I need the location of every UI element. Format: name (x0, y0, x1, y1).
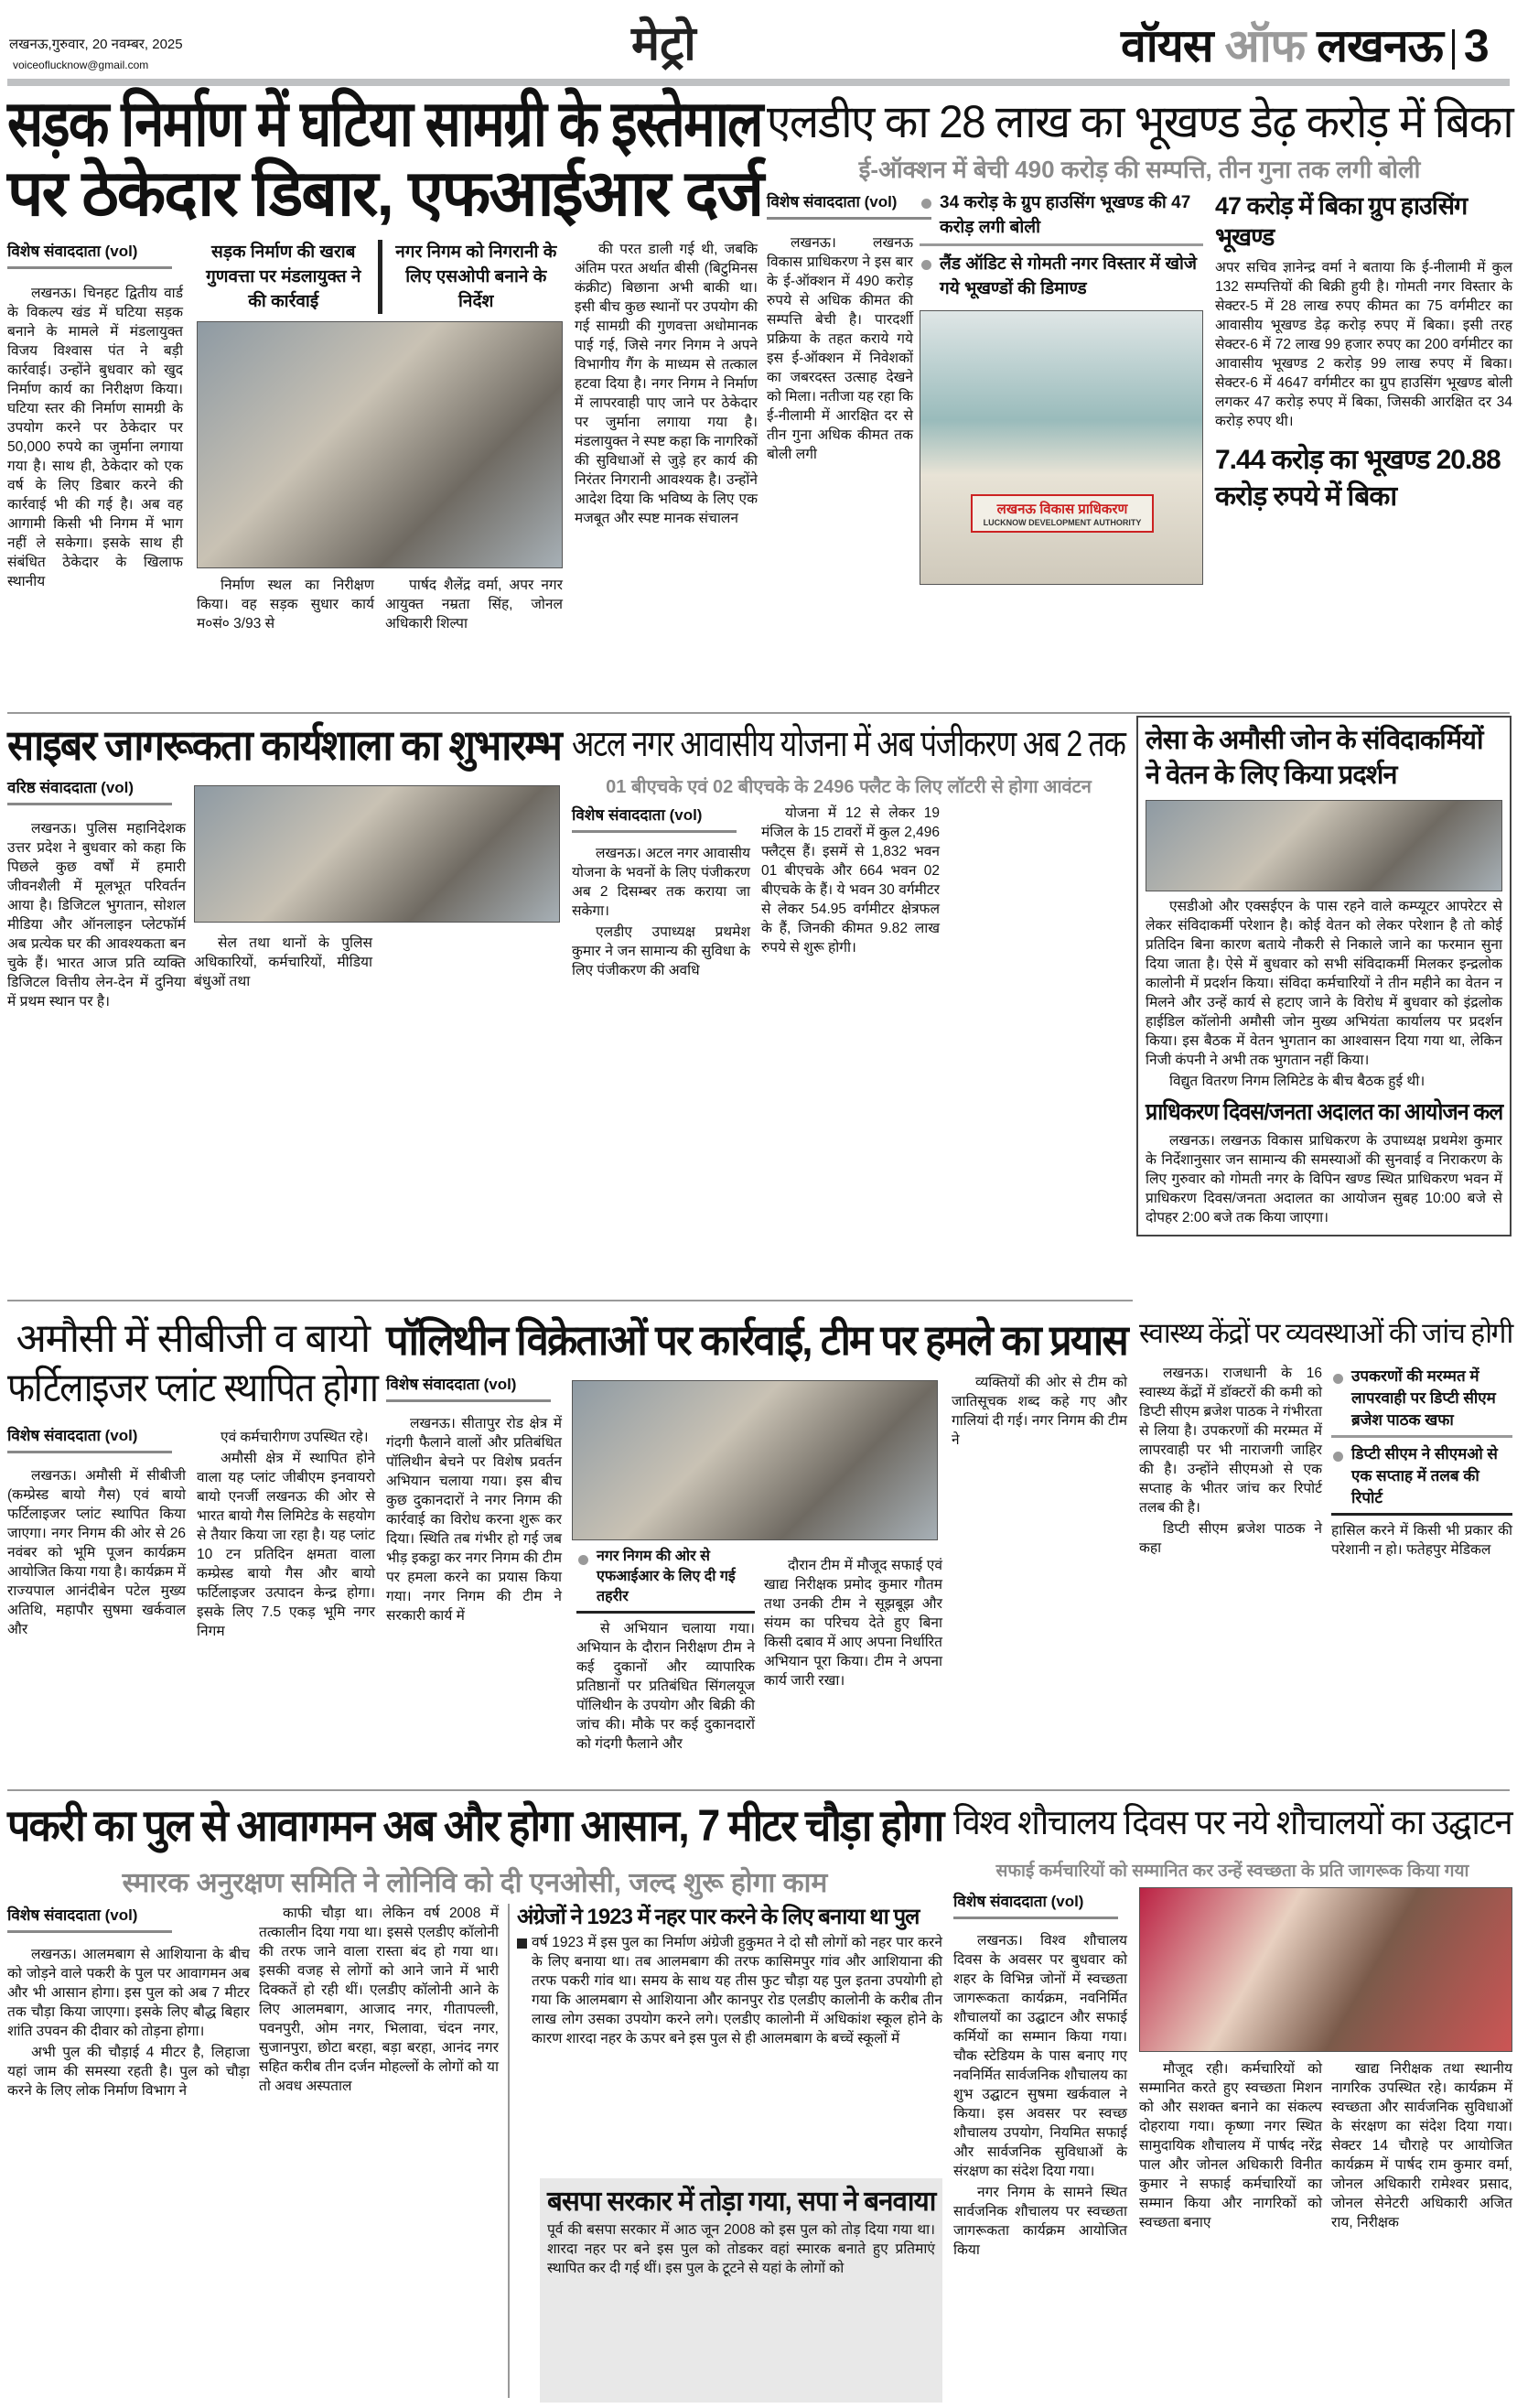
paragraph: योजना में 12 से लेकर 19 मंजिल के 15 टावरों में कुल 2,496 फ्लैट्स हैं। इसमें से 1,832 भवन 01 बीएचके और 664 भवन 02 बीएचके के हैं। ये भवन 30 वर्गमीटर से लेकर 54.95 वर्गमीटर क्षेत्रफल के हैं, जिनकी कीमत 9.82 लाख रुपये से शुरू होगी। (761, 805, 940, 956)
divider (508, 1904, 510, 2398)
paragraph: अभी पुल की चौड़ाई 4 मीटर है, लिहाजा यहां जाम की समस्या रहती है। पुल को चौड़ा करने के लिए लोक निर्माण विभाग ने (7, 2045, 250, 2099)
paragraph: लखनऊ। चिनहट द्वितीय वार्ड के विकल्प खंड में घटिया सड़क बनाने के मामले में मंडलायुक्त विजय विश्वास पंत ने बड़ी कार्रवाई। उन्होंने बुधवार को खुद निर्माण कार्य का निरीक्षण किया। घटिया स्तर की निर्माण सामग्री के उपयोग करने पर ठेकेदार पर 50,000 रुपये का जुर्माना लगाया गया है। साथ ही, ठेकेदार को एक वर्ष के लिए डिबार करने की कार्रवाई भी की गई है। अब वह आगामी किसी भी निगम में भाग नहीं ले सकेगा। इसके साथ ही संबंधित ठेकेदार के खिलाफ स्थानीय (7, 286, 183, 589)
article-body (7, 1945, 250, 2102)
byline: विशेष संवाददाता (vol) (572, 804, 737, 833)
cyber-headline: साइबर जागरूकता कार्यशाला का शुभारम्भ (7, 721, 561, 769)
page-number: 3 (1463, 20, 1489, 71)
paragraph: लखनऊ। लखनऊ विकास प्राधिकरण ने इस बार के ई-ऑक्शन में 490 करोड़ रुपये से अधिक कीमत की सम्पत्ति बेची है। पारदर्शी प्रक्रिया के तहत कराये गये इस ई-ऑक्शन में निवेशकों का जबरदस्त उत्साह देखने को मिला। नतीजा यह रहा कि ई-नीलामी में आरक्षित दर से तीन गुना अधिक कीमत तक बोली लगी (767, 235, 913, 462)
paragraph: एवं कर्मचारीगण उपस्थित रहे। (221, 1430, 369, 1445)
article-body (953, 1931, 1127, 2262)
article-body (952, 1373, 1127, 1452)
paragraph: से अभियान चलाया गया। अभियान के दौरान निरीक्षण टीम ने कई दुकानों और व्यापारिक प्रतिष्ठानों पर प्रतिबंधित सिंगलयूज पॉलिथीन के उपयोग और बिक्री की जांच की। मौके पर कई दुकानदारों को गंदगी फैलाने और (576, 1621, 755, 1752)
highlights (920, 190, 1203, 305)
paragraph: लखनऊ। पुलिस महानिदेशक उत्तर प्रदेश ने बुधवार को कहा कि पिछले कुछ वर्षों में हमारी जीवनशैली में मूलभूत परिवर्तन आया है। डिजिटल भुगतान, सोशल मीडिया और ऑनलाइन प्लेटफॉर्म अब प्रत्येक घर की आवश्यकता बन चुके हैं। भारत आज प्रति व्यक्ति डिजिटल वित्तीय लेन-देन में दुनिया में प्रथम स्थान पर है। (7, 821, 186, 1010)
masthead (1121, 13, 1489, 75)
road-center-column (197, 240, 563, 635)
article-body (761, 804, 940, 959)
paragraph: निर्माण स्थल का निरीक्षण किया। वह सड़क सुधार कार्य म०सं० 3/93 से (197, 578, 374, 632)
divider (378, 240, 382, 314)
article-body (764, 1556, 942, 1692)
inspection-photo (197, 321, 563, 568)
subheading: प्राधिकरण दिवस/जनता अदालत का आयोजन कल (1146, 1099, 1503, 1125)
headline-line: अमौसी में सीबीजी व बायो (16, 1316, 370, 1361)
paragraph: नगर निगम के सामने स्थित सार्वजनिक शौचालय पर स्वच्छता जागरूकता कार्यक्रम आयोजित किया (953, 2185, 1127, 2258)
highlight-item: लैंड ऑडिट से गोमती नगर विस्तार में खोजे गये भूखण्डों की डिमाण्ड (920, 252, 1203, 305)
history-box (517, 1902, 942, 2048)
paragraph: लखनऊ। राजधानी के 16 स्वास्थ्य केंद्रों में डॉक्टरों की कमी को डिप्टी सीएम ब्रजेश पाठक ने गंभीरता से लिया है। उपकरणों की मरम्मत में लापरवाही पर भी नाराजगी जाहिर की है। उन्होंने सीएमओ से एक सप्ताह के भीतर जांच कर रिपोर्ट तलब की है। (1139, 1366, 1322, 1516)
lda-subhead: ई-ऑक्शन में बेची 490 करोड़ की सम्पत्ति, तीन गुना तक लगी बोली (858, 156, 1421, 183)
paragraph: व्यक्तियों की ओर से टीम को जातिसूचक शब्द कहे गए और गालियां दी गई। नगर निगम की टीम ने (952, 1375, 1127, 1448)
article-body (1138, 1128, 1510, 1235)
protest-photo (1146, 800, 1502, 891)
paragraph: लखनऊ। सीतापुर रोड क्षेत्र में गंदगी फैलाने वालों और प्रतिबंधित पॉलिथीन बेचने पर विशेष प्रवर्तन अभियान चलाया गया। इस बीच कुछ दुकानदारों ने नगर निगम की कार्रवाई का विरोध करना शुरू कर दिया। स्थिति तब गंभीर हो गई जब भीड़ इकट्ठा कर नगर निगम की टीम पर हमला करने का प्रयास किया गया। नगर निगम की टीम ने सरकारी कार्य में (386, 1416, 562, 1624)
article-body (572, 844, 750, 982)
lesa-box (1136, 716, 1512, 1236)
article-body (197, 576, 374, 635)
article-body: अपर सचिव ज्ञानेन्द्र वर्मा ने बताया कि ई-नीलामी में कुल 132 सम्पत्तियों की बिक्री हुयी है। गोमती नगर विस्तार के सेक्टर-5 में 28 लाख रुपए कीमत का 75 वर्गमीटर का आवासीय भूखण्ड डेढ़ करोड़ रुपए में बिका। इसी तरह सेक्टर-6 में 72 लाख 99 हजार रुपए का 200 वर्गमीटर का आवासीय भूखण्ड 2 करोड़ 99 लाख रुपए में बिका। सेक्टर-6 में 4647 वर्गमीटर का ग्रुप हाउसिंग भूखण्ड बोली लगकर 47 करोड़ रुपए में बिका, जिसकी आरक्षित दर 34 करोड़ रुपए थी। (1215, 260, 1512, 429)
highlight-item: 34 करोड़ के ग्रुप हाउसिंग भूखण्ड की 47 करोड़ लगी बोली (920, 190, 1203, 246)
header-rule (7, 79, 1510, 86)
article-body (7, 819, 186, 1013)
paragraph: वर्ष 1923 में इस पुल का निर्माण अंग्रेजी हुकुमत ने दो सौ लोगों को नहर पार करने के लिए बनाया था। तब आलमबाग की तरफ कासिमपुर गांव और आशियाना की तरफ पकरी गांव था। समय के साथ यह तीस फुट चौड़ा यह पुल इतना उपयोगी हो गया कि आलमबाग से आशियाना और कानपुर रोड एलडीए कालोनी के करीब तीन लाख लोग उसका उपयोग करने लगे। एलडीए कालोनी में अधिकांश स्कूल होने के कारण शारदा नहर के ऊपर बने इस पुल से ही आलमबाग के बच्चें स्कूलों में (532, 1935, 942, 2046)
kicker-row (197, 240, 563, 314)
poly-bullet-column (576, 1547, 755, 1755)
pakri-subhead: स्मारक अनुरक्षण समिति ने लोनिवि को दी एनओसी, जल्द शुरू होगा काम (122, 1868, 828, 1898)
divider (7, 1789, 1510, 1791)
byline: विशेष संवाददाता (vol) (386, 1373, 551, 1402)
paragraph: एसडीओ और एक्सईएन के पास रहने वाले कम्प्यूटर आपरेटर से लेकर संविदाकर्मी परेशान है। कोई वेतन को लेकर परेशान है तो कोई प्रतिदिन बिना कारण बताये नौकरी से निकाले जाने का फरमान सुना दिया जाता है। ऐसे में बुधवार को सभी संविदाकर्मी मिलकर इन्द्रलोक कालोनी में प्रदर्शन किया। संविदा कर्मचारियों ने तीन महीने का वेतन न मिलने और उन्हें कार्य से हटाए जाने के विरोध में बुधवार को इंद्रलोक हाईडिल कॉलोनी अमौसी जोन मुख्य अभियंता कार्यालय पर प्रदर्शन किया। इस बैठक में वेतन भुगतान का आश्वासन दिया गया था, लेकिन निजी कंपनी ने अभी तक भुगतान नहीं किया। (1146, 899, 1502, 1068)
atal-subhead: 01 बीएचके एवं 02 बीएचके के 2496 फ्लैट के लिए लॉटरी से होगा आवंटन (606, 777, 1092, 797)
lda-building-photo (920, 310, 1203, 585)
article-body (575, 240, 758, 530)
road-headline (7, 90, 762, 228)
health-headline: स्वास्थ्य केंद्रों पर व्यवस्थाओं की जांच होगी (1139, 1317, 1512, 1349)
paragraph: डिप्टी सीएम ब्रजेश पाठक ने कहा (1139, 1521, 1322, 1556)
article-body (1138, 893, 1510, 1096)
headline-line: पर ठेकेदार डिबार, एफआईआर दर्ज (7, 157, 763, 229)
headline-line: फर्टिलाइजर प्लांट स्थापित होगा (7, 1366, 378, 1410)
paragraph: लखनऊ। आलमबाग से आशियाना के बीच को जोड़ने वाले पकरी के पुल पर आवागमन अब और भी आसान होगा। इस पुल को अब 7 मीटर तक चौड़ा किया जाएगा। इसके लिए बौद्ध बिहार शांति उपवन की दीवार को तोड़ना होगा। (7, 1947, 250, 2039)
bullet-square-icon (517, 1938, 527, 1949)
paragraph: लखनऊ। अमौसी में सीबीजी (कम्प्रेस्ड बायो गैस) एवं बायो फर्टिलाइजर प्लांट स्थापित किया जाएगा। नगर निगम की ओर से 26 नवंबर को भूमि पूजन कार्यक्रम आयोजित किया गया है। कार्यक्रम में राज्यपाल आनंदीबेन पटेल मुख्य अतिथि, महापौर सुषमा खर्कवाल और (7, 1468, 186, 1637)
police-workshop-photo (194, 785, 560, 923)
byline: विशेष संवाददाता (vol) (7, 1424, 172, 1453)
bsp-box (540, 2178, 942, 2403)
paragraph: दौरान टीम में मौजूद सफाई एवं खाद्य निरीक्षक प्रमोद कुमार गौतम तथा उनकी टीम ने सूझबूझ और संयम का परिचय देते हुए बिना किसी दबाव में आए अपना निर्धारित अभियान पूरा किया। टीम ने अपना कार्य जारी रखा। (764, 1558, 942, 1689)
sign-text: LUCKNOW DEVELOPMENT AUTHORITY (983, 518, 1142, 527)
highlight-item: डिप्टी सीएम ने सीएमओ से एक सप्ताह में तलब की रिपोर्ट (1331, 1443, 1512, 1516)
paragraph: पार्षद शैलेंद्र वर्मा, अपर नगर आयुक्त नम्रता सिंह, जोनल अधिकारी शिल्पा (385, 578, 563, 632)
masthead-word: वॉयस (1121, 20, 1213, 71)
article-body (576, 1619, 755, 1754)
article-body (1139, 1364, 1322, 1560)
byline: विशेष संवाददाता (vol) (953, 1890, 1118, 1919)
article-body (386, 1414, 562, 1627)
paragraph: की परत डाली गई थी, जबकि अंतिम परत अर्थात बीसी (बिटुमिनस कंक्रीट) बिछाना अभी बाकी था। इसी बीच कुछ स्थानों पर उपयोग की गई सामग्री की गुणवत्ता अधोमानक पाई गई, जिसे नगर निगम ने अपने विभागीय गैंग के माध्यम से तत्काल हटवा दिया है। नगर निगम ने निर्माण में लापरवाही पाए जाने पर ठेकेदार पर जुर्माना लगाया गया है। मंडलायुक्त ने स्पष्ट कहा कि नागरिकों की सुविधाओं से जुड़े हर कार्य की निरंतर निगरानी आवश्यक है। उन्होंने आदेश दिया कि भविष्य के लिए एक मजबूत और स्पष्ट मानक संचालन (575, 242, 758, 526)
box-title: बसपा सरकार में तोड़ा गया, सपा ने बनवाया (547, 2187, 936, 2217)
byline: वरिष्ठ संवाददाता (vol) (7, 776, 172, 805)
polythene-raid-photo (572, 1380, 938, 1540)
subheading: 7.44 करोड़ का भूखण्ड 20.88 करोड़ रुपये में बिका (1215, 445, 1501, 512)
article-body (197, 1428, 375, 1643)
lesa-headline: लेसा के अमौसी जोन के संविदाकर्मियों ने वेतन के लिए किया प्रदर्शन (1146, 726, 1483, 790)
paragraph: विद्युत वितरण निगम लिमिटेड के बीच बैठक हुई थी। (1169, 1074, 1426, 1089)
divider (1452, 29, 1455, 70)
article-body (517, 1933, 942, 2048)
masthead-word: लखनऊ (1317, 20, 1443, 71)
lda-center-column (920, 190, 1203, 585)
edition-date: लखनऊ,गुरुवार, 20 नवम्बर, 2025 (9, 37, 183, 52)
subheading: 47 करोड़ में बिका ग्रुप हाउसिंग भूखण्ड (1215, 192, 1468, 251)
polythene-headline: पॉलिथीन विक्रेताओं पर कार्रवाई, टीम पर हमले का प्रयास (386, 1316, 1127, 1364)
text-columns (197, 576, 563, 635)
article-body: हासिल करने में किसी भी प्रकार की परेशानी न हो। फतेहपुर मेडिकल (1331, 1523, 1512, 1558)
paragraph: लखनऊ। लखनऊ विकास प्राधिकरण के उपाध्यक्ष प्रथमेश कुमार के निर्देशानुसार जन सामान्य की समस्याओं की सुनवाई व निराकरण के लिए गुरुवार को गोमती नगर के विपिन खण्ड स्थित प्राधिकरण भवन में प्राधिकरण दिवस/जनता अदालत का आयोजन सुबह 10:00 बजे से दोपहर 2:00 बजे तक किया जाएगा। (1146, 1133, 1502, 1226)
article-body (259, 1904, 499, 2098)
box-title: अंग्रेजों ने 1923 में नहर पार करने के लिए बनाया था पुल (517, 1905, 920, 1929)
paragraph: काफी चौड़ा था। लेकिन वर्ष 2008 में तत्कालीन दिया गया था। इससे एलडीए कॉलोनी की तरफ जाने वाला रास्ता बंद हो गया था। इसकी वजह से लोगों को आने जाने में भारी दिक्कतें हो रही थीं। एलडीए कॉलोनी आने के लिए आलमबाग, आजाद नगर, गीतापल्ली, पवनपुरी, ओम नगर, भिलावा, चंदन नगर, सुजानपुरा, छोटा बरहा, बड़ा बरहा, आनंद नगर सहित करीब तीन दर्जन मोहल्लों के लोगों को या तो अवध अस्पताल (259, 1906, 499, 2094)
highlights (1331, 1366, 1512, 1560)
article-body (385, 576, 563, 635)
article-body (7, 1466, 186, 1641)
highlight-item: नगर निगम की ओर से एफआईआर के लिए दी गई तहरीर (576, 1547, 755, 1614)
article-body (767, 233, 913, 466)
lda-sign (971, 494, 1154, 533)
divider (7, 1300, 1133, 1301)
paragraph: लखनऊ। विश्व शौचालय दिवस के अवसर पर बुधवार को शहर के विभिन्न जोनों में स्वच्छता जागरूकता कार्यक्रम, नवनिर्मित शौचालयों का उद्घाटन और सफाई कर्मियों का सम्मान किया गया। चौक स्टेडियम के पास बनाए गए नवनिर्मित सार्वजनिक शौचालय का शुभ उद्घाटन सुषमा खर्कवाल ने किया। इस अवसर पर स्वच्छ शौचालय उपयोग, नियमित सफाई और सार्वजनिक सुविधाओं के संरक्षण का संदेश दिया गया। (953, 1933, 1127, 2179)
article-body: पूर्व की बसपा सरकार में आठ जून 2008 को इस पुल को तोड़ दिया गया था। शारदा नहर पर बने इस पुल को तोडकर वहां स्मारक बनाते हुए प्रतिमाएं स्थापित कर दी गई थीं। इस पुल के टूटने से यहां के लोगों को (547, 2222, 935, 2276)
article-body (7, 284, 183, 593)
headline-line: सड़क निर्माण में घटिया सामग्री के इस्तेमाल (7, 88, 762, 159)
paragraph: अमौसी क्षेत्र में स्थापित होने वाला यह प्लांट जीबीएम इनवायरो बायो एनर्जी लखनऊ की ओर से भारत बायो गैस लिमिटेड के सहयोग से तैयार किया जा रहा है। यह प्लांट 10 टन प्रतिदिन क्षमता वाला कम्प्रेस्ड बायो गैस और बायो फर्टिलाइजर उत्पादन केन्द्र होगा। इसके लिए 7.5 एकड़ भूमि नगर निगम (197, 1451, 375, 1639)
paragraph: सेल तथा थानों के पुलिस अधिकारियों, कर्मचारियों, मीडिया बंधुओं तथा (194, 935, 372, 989)
contact-email: voiceoflucknow@gmail.com (13, 59, 149, 71)
byline: विशेष संवाददाता (vol) (7, 240, 172, 269)
article-body (1139, 2059, 1322, 2234)
paragraph: खाद्य निरीक्षक तथा स्थानीय नागरिक उपस्थित रहे। कार्यक्रम में स्वच्छता और सार्वजनिक सुविधाओं के संरक्षण का संदेश दिया गया। सेक्टर 14 चौराहे पर आयोजित कार्यक्रम में पार्षद राम कुमार वर्मा, जोनल अधिकारी रामेश्वर प्रसाद, जोनल सेनेटरी अधिकारी अजित राय, निरीक्षक (1331, 2061, 1512, 2230)
paragraph: मौजूद रही। कर्मचारियों को सम्मानित करते हुए स्वच्छता मिशन को और सशक्त बनाने का संकल्प दोहराया गया। कृष्णा नगर स्थित सामुदायिक शौचालय में पार्षद नरेंद्र पाल और जोनल अधिकारी विनीत कुमार ने सफाई कर्मचारियों का सम्मान किया और नागरिकों को स्वच्छता बनाए (1139, 2061, 1322, 2230)
byline: विशेष संवाददाता (vol) (767, 190, 931, 220)
kicker: सड़क निर्माण की खराब गुणवत्ता पर मंडलायुक्त ने की कार्रवाई (206, 243, 361, 311)
masthead-word: ऑफ (1224, 20, 1306, 71)
divider (7, 712, 1510, 714)
article-body (1331, 2059, 1512, 2234)
article-body (194, 934, 372, 993)
toilet-inauguration-photo (1139, 1887, 1512, 2052)
atal-headline: अटल नगर आवासीय योजना में अब पंजीकरण अब 2 तक (572, 724, 1125, 764)
lda-headline: एलडीए का 28 लाख का भूखण्ड डेढ़ करोड़ में बिका (767, 96, 1513, 147)
amausi-headline (7, 1314, 378, 1413)
paragraph: एलडीए उपाध्यक्ष प्रथमेश कुमार ने जन सामान्य की सुविधा के लिए पंजीकरण की अवधि (572, 924, 750, 978)
highlight-item: उपकरणों की मरम्मत में लापरवाही पर डिप्टी सीएम ब्रजेश पाठक खफा (1331, 1366, 1512, 1438)
paragraph: लखनऊ। अटल नगर आवासीय योजना के भवनों के लिए पंजीकरण अब 2 दिसम्बर तक कराया जा सकेगा। (572, 846, 750, 919)
sign-text: लखनऊ विकास प्राधिकरण (996, 502, 1128, 517)
kicker: नगर निगम को निगरानी के लिए एसओपी बनाने के निर्देश (395, 243, 557, 311)
toilet-headline: विश्व शौचालय दिवस पर नये शौचालयों का उद्घाटन (953, 1804, 1512, 1842)
pakri-headline: पकरी का पुल से आवागमन अब और होगा आसान, 7 मीटर चौड़ा होगा (7, 1802, 943, 1851)
section-title: मेट्रो (631, 17, 696, 70)
toilet-subhead: सफाई कर्मचारियों को सम्मानित कर उन्हें स्वच्छता के प्रति जागरूक किया गया (995, 1862, 1469, 1881)
byline: विशेष संवाददाता (vol) (7, 1904, 172, 1933)
